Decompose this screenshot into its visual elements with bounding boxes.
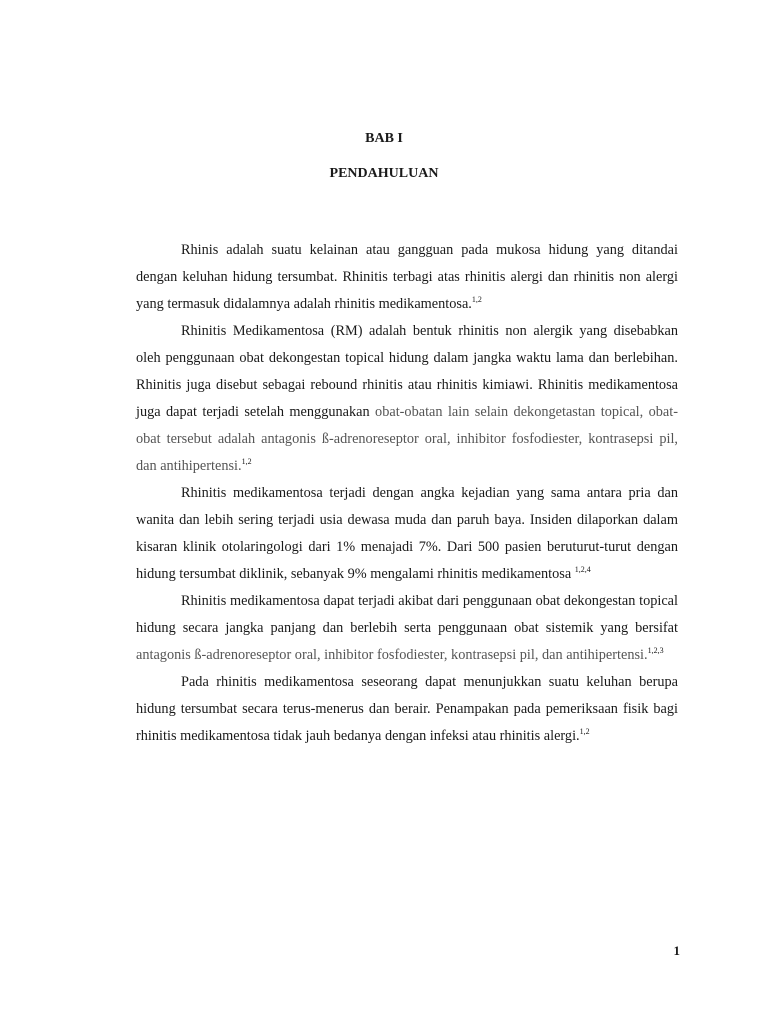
body-text — [136, 237, 678, 750]
paragraph — [136, 588, 678, 669]
chapter-number: BAB I — [365, 131, 403, 146]
paragraph-text: Rhinitis medikamentosa terjadi dengan angka kejadian yang sama antara pria dan wanita dan lebih sering terjadi usia dewasa muda dan paruh baya. Insiden dilaporkan dalam kisaran klinik otolaringologi dari 1% menajadi 7%. Dari 500 pasien beruturut-turut dengan hidung tersumbat diklinik, sebanyak 9% mengalami rhinitis medikamentosa — [136, 485, 678, 582]
citation-superscript: 1,2,3 — [647, 646, 664, 655]
paragraph — [136, 480, 678, 588]
paragraph — [136, 318, 678, 480]
citation-superscript: 1,2 — [579, 727, 590, 736]
citation-superscript: 1,2,4 — [574, 565, 591, 574]
paragraph — [136, 669, 678, 750]
paragraph-text: Pada rhinitis medikamentosa seseorang dapat menunjukkan suatu keluhan berupa hidung tersumbat secara terus-menerus dan berair. Penampakan pada pemeriksaan fisik bagi rhinitis medikamentosa tidak jauh bedanya dengan infeksi atau rhinitis alergi. — [136, 674, 678, 744]
paragraph-text: Rhinitis Medikamentosa (RM) adalah bentuk rhinitis non alergik yang disebabkan oleh penggunaan obat dekongestan topical hidung dalam jangka waktu lama dan berlebihan. Rhinitis juga disebut sebagai rebound rhinitis atau rhinitis kimiawi. Rhinitis medikamentosa juga dapat terjadi setelah menggunakan — [136, 323, 678, 420]
paragraph-text-gray: obat-obatan lain selain dekongetastan topical, obat-obat tersebut adalah antagonis ß-adrenoreseptor oral, inhibitor fosfodiester, kontrasepsi pil, dan antihipertensi. — [136, 404, 679, 474]
page-number: 1 — [673, 943, 680, 958]
citation-superscript: 1,2 — [471, 295, 482, 304]
paragraph-text-gray: antagonis ß-adrenoreseptor oral, inhibitor fosfodiester, kontrasepsi pil, dan antihipertensi. — [136, 647, 648, 663]
chapter-title: PENDAHULUAN — [329, 166, 439, 181]
paragraph-text: Rhinis adalah suatu kelainan atau gangguan pada mukosa hidung yang ditandai dengan keluhan hidung tersumbat. Rhinitis terbagi atas rhinitis alergi dan rhinitis non alergi yang termasuk didalamnya adalah rhinitis medikamentosa. — [136, 242, 678, 312]
paragraph-text: Rhinitis medikamentosa dapat terjadi akibat dari penggunaan obat dekongestan topical hidung secara jangka panjang dan berlebih serta penggunaan obat sistemik yang bersifat — [136, 593, 678, 636]
paragraph — [136, 237, 678, 318]
citation-superscript: 1,2 — [241, 457, 252, 466]
